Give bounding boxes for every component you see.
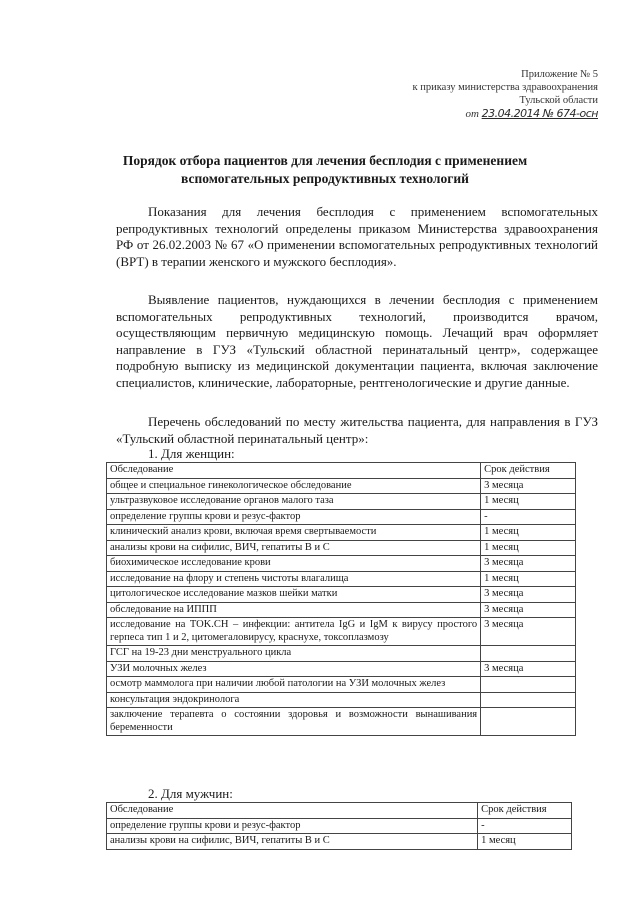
table-row [107, 509, 576, 525]
table-row [107, 494, 576, 510]
exam-cell: анализы крови на сифилис, ВИЧ, гепатиты В и С [107, 834, 478, 850]
paragraph-selection-text: Выявление пациентов, нуждающихся в лечении бесплодия с применением вспомогательных репродуктивных технологий, производится врачом, осуществляющим первичную медицинскую помощь. Лечащий врач оформляет направление в ГУЗ «Тульский областной перинатальный центр», содержащее подробную выписку из медицинской документации пациента, включая заключение специалистов, клинические, лабораторные, рентгенологические и другие данные. [116, 292, 598, 390]
date-prefix: от [465, 108, 479, 120]
exam-cell: общее и специальное гинекологическое обследование [107, 478, 481, 494]
table-row [107, 646, 576, 662]
term-cell: - [478, 818, 572, 834]
table-row [107, 478, 576, 494]
table-row [107, 618, 576, 646]
document-title [90, 152, 560, 188]
table-row [107, 571, 576, 587]
term-cell: 3 месяца [481, 602, 576, 618]
term-cell: 3 месяца [481, 661, 576, 677]
term-cell: 1 месяц [481, 571, 576, 587]
women-exams-table [106, 462, 576, 736]
term-cell: 3 месяца [481, 587, 576, 603]
exam-cell: биохимическое исследование крови [107, 556, 481, 572]
term-cell [481, 708, 576, 736]
exam-cell: анализы крови на сифилис, ВИЧ, гепатиты В и С [107, 540, 481, 556]
header-term: Срок действия [481, 463, 576, 479]
term-cell: 3 месяца [481, 556, 576, 572]
table-row [107, 540, 576, 556]
term-cell: 1 месяц [481, 540, 576, 556]
term-cell: - [481, 509, 576, 525]
appendix-number: Приложение № 5 [521, 69, 598, 80]
exam-cell: УЗИ молочных желез [107, 661, 481, 677]
table-row [107, 708, 576, 736]
exam-cell: определение группы крови и резус-фактор [107, 818, 478, 834]
table-header-row [107, 803, 572, 819]
table-row [107, 556, 576, 572]
exam-cell: осмотр маммолога при наличии любой патологии на УЗИ молочных желез [107, 677, 481, 693]
term-cell: 1 месяц [478, 834, 572, 850]
exam-cell: консультация эндокринолога [107, 692, 481, 708]
header-exam: Обследование [107, 463, 481, 479]
table-row [107, 692, 576, 708]
table-header-row [107, 463, 576, 479]
exam-cell: исследование на флору и степень чистоты влагалища [107, 571, 481, 587]
table-row [107, 661, 576, 677]
women-heading: 1. Для женщин: [148, 446, 235, 461]
exam-cell: исследование на TOK.CH – инфекции: антитела IgG и IgM к вирусу простого герпеса тип 1 и 2, цитомегаловирусу, краснухе, токсоплазмозу [107, 618, 481, 646]
paragraph-indications-text: Показания для лечения бесплодия с применением вспомогательных репродуктивных технологий определены приказом Министерства здравоохранения РФ от 26.02.2003 № 67 «О применении вспомогательных репродуктивных технологий (ВРТ) в терапии женского и мужского бесплодия». [116, 204, 598, 269]
exam-cell: обследование на ИППП [107, 602, 481, 618]
handwritten-date: 23.04.2014 № 674-осн [481, 107, 598, 120]
exam-cell: цитологическое исследование мазков шейки матки [107, 587, 481, 603]
exam-cell: ГСГ на 19-23 дни менструального цикла [107, 646, 481, 662]
title-line-2: вспомогательных репродуктивных технологий [181, 171, 469, 186]
table-row [107, 834, 572, 850]
paragraph-list-intro [116, 414, 598, 447]
table-row [107, 602, 576, 618]
exam-cell: ультразвуковое исследование органов малого таза [107, 494, 481, 510]
exam-cell: определение группы крови и резус-фактор [107, 509, 481, 525]
exam-cell: заключение терапевта о состоянии здоровья и возможности вынашивания беременности [107, 708, 481, 736]
table-row [107, 677, 576, 693]
title-line-1: Порядок отбора пациентов для лечения бесплодия с применением [122, 153, 528, 168]
term-cell [481, 646, 576, 662]
term-cell [481, 692, 576, 708]
appendix-region: Тульской области [519, 95, 598, 106]
paragraph-list-intro-text: Перечень обследований по месту жительства пациента, для направления в ГУЗ «Тульский областной перинатальный центр»: [116, 414, 598, 446]
paragraph-indications [116, 204, 598, 270]
header-term: Срок действия [478, 803, 572, 819]
table-row [107, 525, 576, 541]
men-heading: 2. Для мужчин: [148, 786, 233, 801]
term-cell [481, 677, 576, 693]
term-cell: 3 месяца [481, 478, 576, 494]
appendix-order: к приказу министерства здравоохранения [412, 82, 598, 93]
paragraph-selection [116, 292, 598, 391]
header-exam: Обследование [107, 803, 478, 819]
table-row [107, 587, 576, 603]
order-date [298, 107, 598, 121]
men-exams-table [106, 802, 572, 850]
appendix-block [298, 68, 598, 121]
term-cell: 1 месяц [481, 494, 576, 510]
term-cell: 1 месяц [481, 525, 576, 541]
table-row [107, 818, 572, 834]
exam-cell: клинический анализ крови, включая время свертываемости [107, 525, 481, 541]
term-cell: 3 месяца [481, 618, 576, 646]
